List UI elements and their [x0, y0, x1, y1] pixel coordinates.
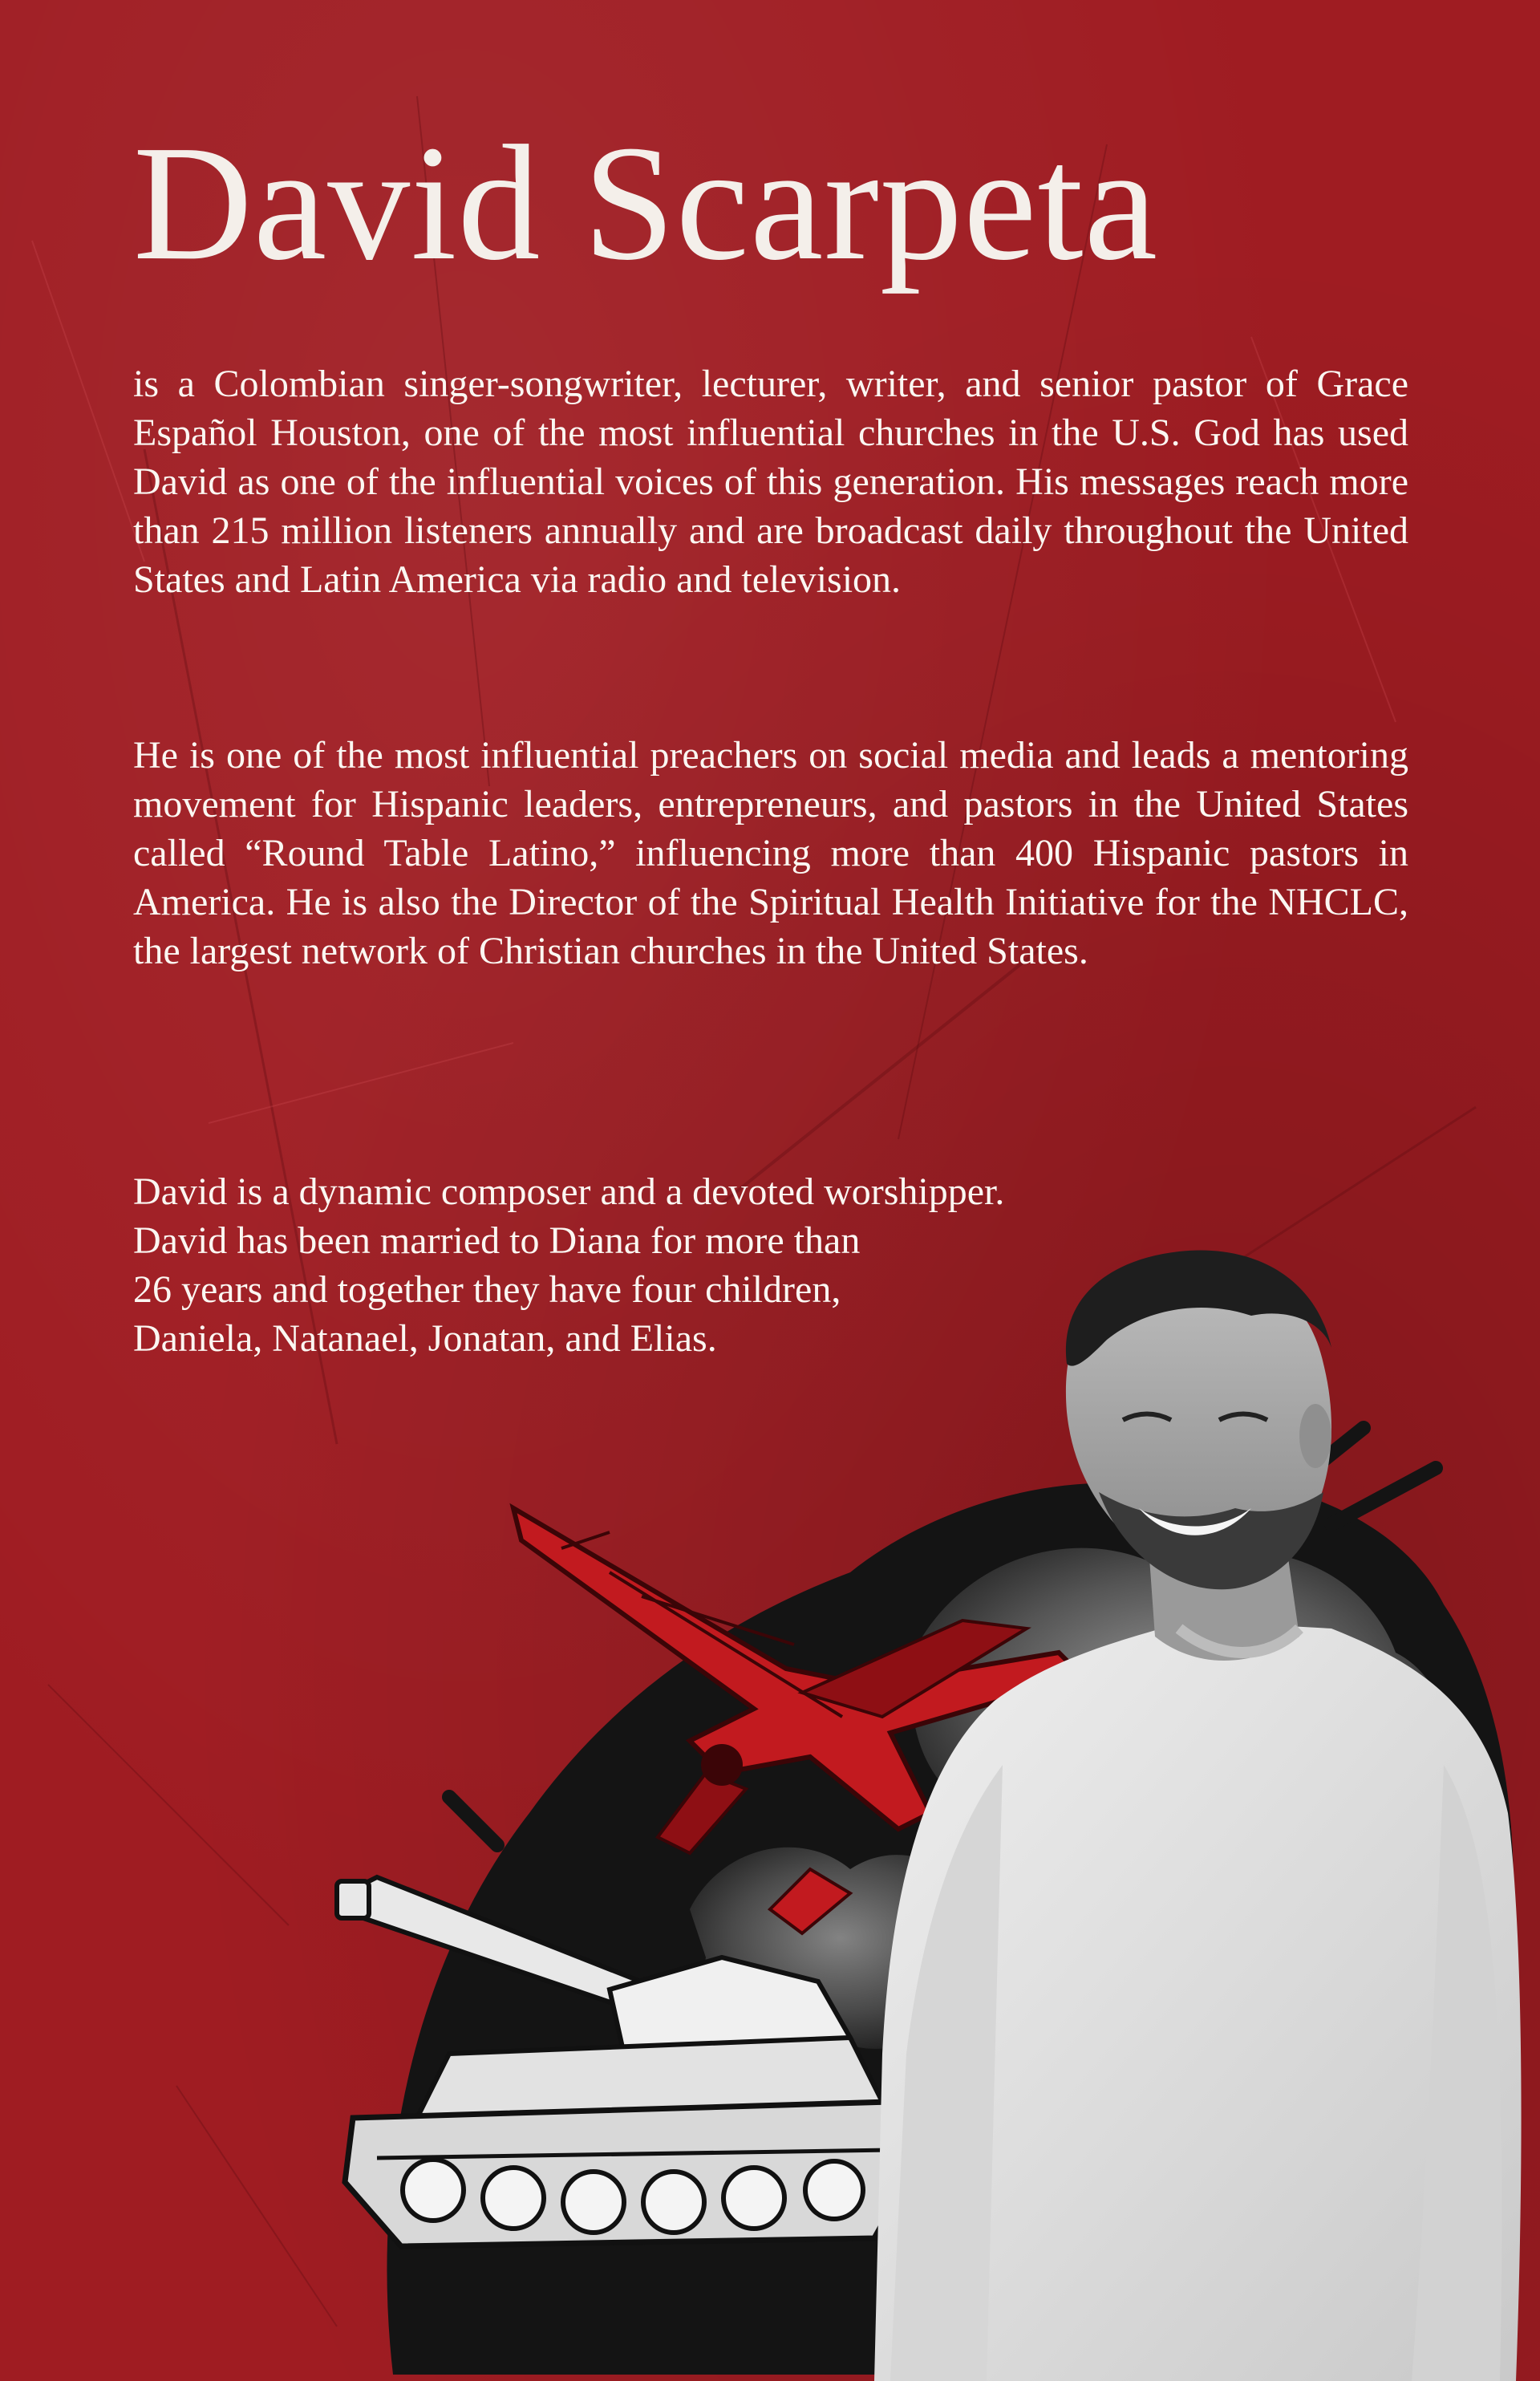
tank-icon — [337, 1877, 914, 2246]
page-title: David Scarpeta — [133, 111, 1159, 294]
bio-paragraph-1: is a Colombian singer-songwriter, lecturer, writer, and senior pastor of Grace Español Houston, one of the most influential churches in the U.S. God has used David as one of the influential voices of this generation. His messages reach more than 215 million listeners annually and are broadcast daily throughout the United States and Latin America via radio and television. — [133, 363, 1408, 601]
bio-paragraph-2: He is one of the most influential preachers on social media and leads a mentoring movement for Hispanic leaders, entrepreneurs, and pastors in the United States called “Round Table Latino,” influencing more than 400 Hispanic pastors in America. He is also the Director of the Spiritual Health Initiative for the NHCLC, the largest network of Christian churches in the United States. — [133, 734, 1408, 972]
smoke-cloud-icon — [387, 1428, 1514, 2375]
pastor-portrait-icon — [874, 1251, 1522, 2381]
bio-paragraph-3: David is a dynamic composer and a devoted worshipper. David has been married to Diana for more than 26 years and together they have four children, Daniela, Natanael, Jonatan, and Elias. — [133, 1170, 1005, 1360]
bomber-plane-icon — [513, 1508, 1083, 1933]
